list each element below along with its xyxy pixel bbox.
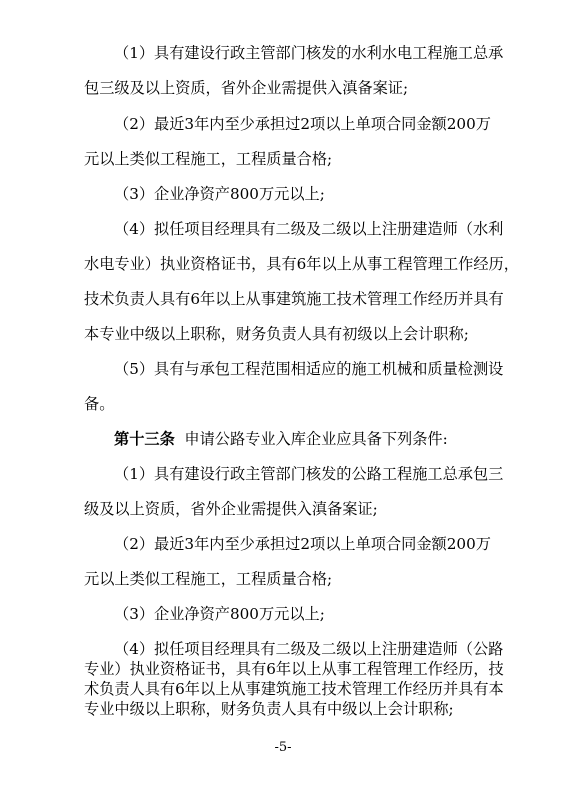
article-text: 申请公路专业入库企业应具备下列条件: bbox=[184, 430, 448, 448]
article-heading: 第十三条 bbox=[114, 430, 175, 448]
text-line: （5）具有与承包工程范围相适应的施工机械和质量检测设 bbox=[114, 360, 504, 378]
text-line: 术负责人具有6年以上从事建筑施工技术管理工作经历并具有本 bbox=[84, 680, 504, 698]
text-line: （3）企业净资产800万元以上; bbox=[114, 605, 325, 623]
text-line: 专业）执业资格证书，具有6年以上从事工程管理工作经历，技 bbox=[84, 660, 504, 678]
text-line: 备。 bbox=[84, 395, 115, 413]
text-line: 包三级及以上资质，省外企业需提供入滇备案证; bbox=[84, 79, 409, 97]
text-line: 专业中级以上职称，财务负责人具有中级以上会计职称; bbox=[84, 700, 454, 718]
text-line: （2）最近3年内至少承担过2项以上单项合同金额200万 bbox=[114, 115, 491, 133]
text-line: （1）具有建设行政主管部门核发的水利水电工程施工总承 bbox=[114, 44, 504, 62]
text-line: 元以上类似工程施工，工程质量合格; bbox=[84, 570, 333, 588]
text-line: 级及以上资质，省外企业需提供入滇备案证; bbox=[84, 500, 378, 518]
text-line: （4）拟任项目经理具有二级及二级以上注册建造师（水利 bbox=[114, 220, 504, 238]
text-line: （3）企业净资产800万元以上; bbox=[114, 185, 325, 203]
text-line: （2）最近3年内至少承担过2项以上单项合同金额200万 bbox=[114, 535, 491, 553]
text-line: （4）拟任项目经理具有二级及二级以上注册建造师（公路 bbox=[114, 640, 504, 658]
page-number: -5- bbox=[274, 740, 292, 755]
text-line: 元以上类似工程施工，工程质量合格; bbox=[84, 150, 333, 168]
text-line: 技术负责人具有6年以上从事建筑施工技术管理工作经历并具有 bbox=[84, 290, 504, 308]
text-line: （1）具有建设行政主管部门核发的公路工程施工总承包三 bbox=[114, 465, 504, 483]
text-line: 本专业中级以上职称，财务负责人具有初级以上会计职称; bbox=[84, 325, 469, 343]
text-line: 水电专业）执业资格证书，具有6年以上从事工程管理工作经历， bbox=[84, 255, 519, 273]
article-line bbox=[114, 430, 504, 448]
